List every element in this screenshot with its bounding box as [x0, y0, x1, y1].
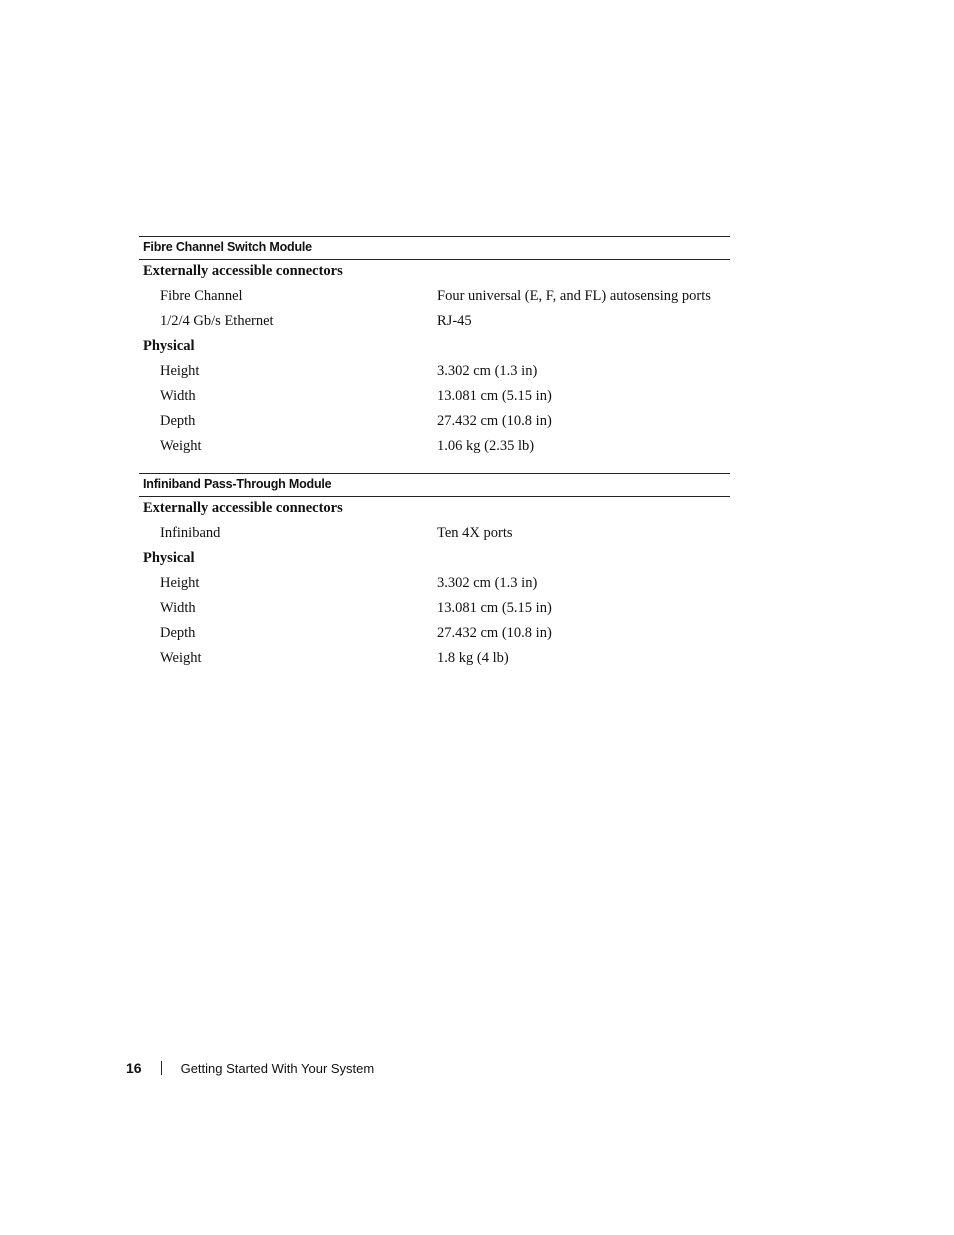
- row-value: Ten 4X ports: [437, 525, 513, 541]
- row-value: [437, 261, 730, 286]
- table-row: [139, 498, 730, 523]
- table-row: [139, 311, 730, 336]
- row-value: Four universal (E, F, and FL) autosensing ports: [437, 288, 711, 304]
- row-value: 27.432 cm (10.8 in): [437, 625, 552, 641]
- row-value: 13.081 cm (5.15 in): [437, 388, 552, 404]
- row-value: 27.432 cm (10.8 in): [437, 413, 552, 429]
- row-value: [437, 498, 730, 523]
- row-label: Width: [160, 600, 196, 616]
- row-label: Physical: [143, 550, 195, 566]
- table-row: [139, 436, 730, 461]
- page-number: 16: [126, 1060, 142, 1076]
- table-row: [139, 286, 730, 311]
- table-row: [139, 573, 730, 598]
- row-label: Infiniband: [160, 525, 221, 541]
- row-label: 1/2/4 Gb/s Ethernet: [160, 313, 274, 329]
- row-value: 1.06 kg (2.35 lb): [437, 438, 535, 454]
- row-value: RJ-45: [437, 313, 472, 329]
- row-value: 13.081 cm (5.15 in): [437, 600, 552, 616]
- row-value: 3.302 cm (1.3 in): [437, 575, 538, 591]
- table-row: [139, 598, 730, 623]
- row-label: Physical: [143, 338, 195, 354]
- table-title: Infiniband Pass-Through Module: [139, 473, 730, 497]
- table-body: [139, 497, 730, 673]
- row-label: Fibre Channel: [160, 288, 243, 304]
- row-value: [437, 548, 730, 573]
- page-footer: [126, 1060, 374, 1076]
- row-label: Height: [160, 575, 200, 591]
- row-label: Externally accessible connectors: [143, 263, 343, 279]
- table-row: [139, 523, 730, 548]
- table-row: [139, 261, 730, 286]
- fibre-channel-spec-table: [139, 236, 730, 461]
- table-title: Fibre Channel Switch Module: [139, 236, 730, 260]
- table-body: [139, 260, 730, 461]
- row-label: Weight: [160, 650, 202, 666]
- footer-divider: [161, 1061, 162, 1075]
- table-row: [139, 548, 730, 573]
- table-row: [139, 336, 730, 361]
- row-value: 1.8 kg (4 lb): [437, 650, 509, 666]
- table-row: [139, 411, 730, 436]
- row-label: Externally accessible connectors: [143, 500, 343, 516]
- row-value: [437, 336, 730, 361]
- table-row: [139, 648, 730, 673]
- infiniband-spec-table: [139, 473, 730, 673]
- row-label: Height: [160, 363, 200, 379]
- table-row: [139, 623, 730, 648]
- table-row: [139, 361, 730, 386]
- row-label: Weight: [160, 438, 202, 454]
- footer-title: Getting Started With Your System: [180, 1060, 375, 1076]
- row-label: Width: [160, 388, 196, 404]
- row-value: 3.302 cm (1.3 in): [437, 363, 538, 379]
- row-label: Depth: [160, 625, 196, 641]
- table-row: [139, 386, 730, 411]
- row-label: Depth: [160, 413, 196, 429]
